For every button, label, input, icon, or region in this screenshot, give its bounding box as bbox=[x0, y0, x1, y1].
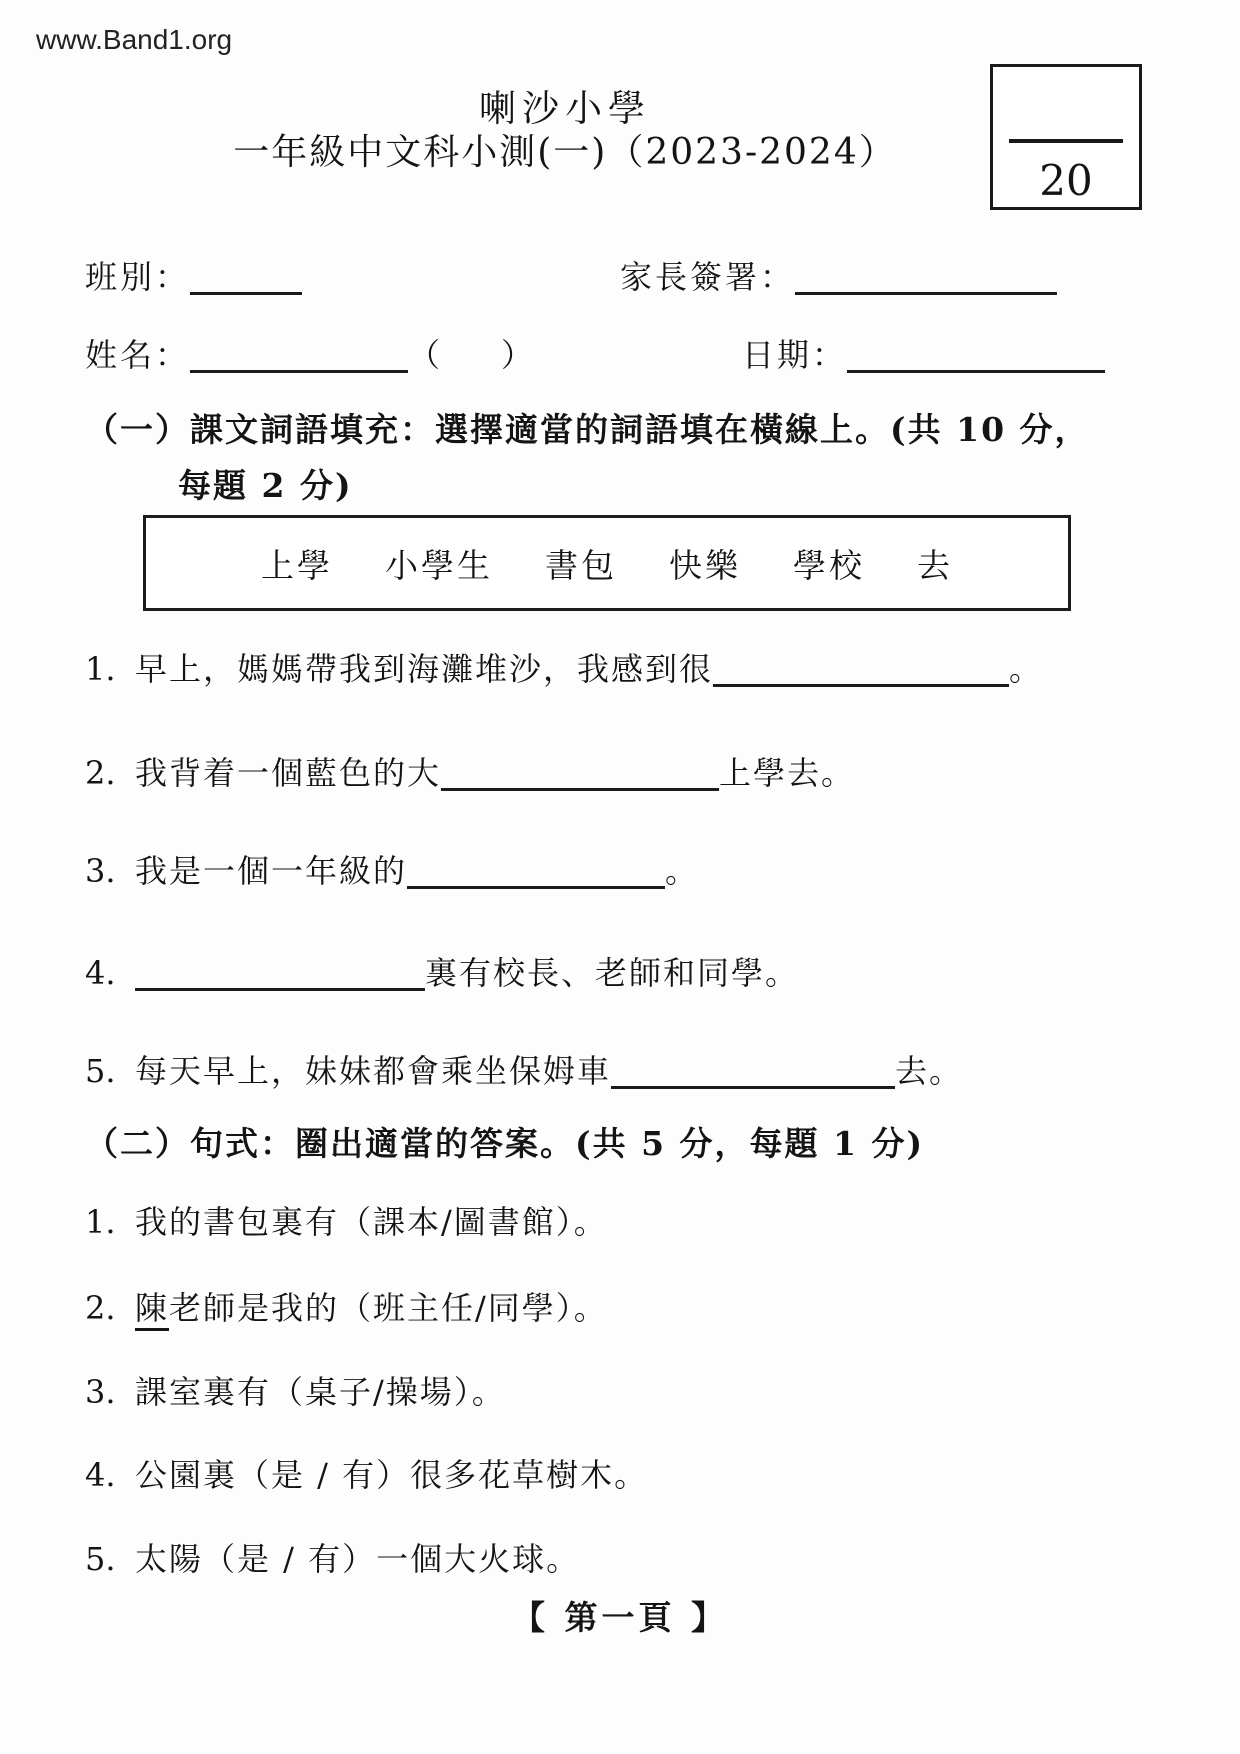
word-bank-item: 書包 bbox=[545, 545, 617, 585]
page-footer-label: 【 第一頁 】 bbox=[512, 1598, 728, 1637]
question-number: 1. bbox=[85, 650, 116, 688]
section-one-heading-line2: 每題 2 分) bbox=[178, 466, 353, 505]
date-label: 日期： bbox=[742, 336, 848, 374]
question-text: 每天早上，妹妹都會乘坐保姆車 bbox=[135, 1052, 612, 1090]
word-bank-item: 小學生 bbox=[385, 545, 493, 585]
name-paren-open: （ bbox=[408, 336, 444, 374]
word-bank-box bbox=[143, 515, 1071, 611]
question-text-after: 。 bbox=[1009, 650, 1044, 688]
parent-signature-label: 家長簽署： bbox=[620, 258, 796, 296]
question-text: 公園裏（是 / 有）很多花草樹木。 bbox=[135, 1456, 649, 1494]
question-text: 課室裏有（桌子/操場）。 bbox=[135, 1373, 506, 1411]
question-text-after: 去。 bbox=[895, 1052, 964, 1090]
date-field bbox=[742, 330, 1105, 376]
question-text-after: 上學去。 bbox=[719, 754, 856, 792]
s1-question-4 bbox=[85, 948, 799, 994]
word-bank-item: 快樂 bbox=[669, 545, 741, 585]
question-text: 老師是我的（班主任/同學）。 bbox=[169, 1289, 608, 1327]
question-text: 早上，媽媽帶我到海灘堆沙，我感到很 bbox=[135, 650, 714, 688]
name-field bbox=[85, 330, 536, 376]
question-number: 4. bbox=[85, 1456, 116, 1494]
s1-question-3 bbox=[85, 846, 699, 892]
s2-question-1 bbox=[85, 1197, 608, 1243]
question-number: 3. bbox=[85, 1373, 116, 1411]
section-two-heading: （二）句式：圈出適當的答案。(共 5 分，每題 1 分) bbox=[85, 1124, 925, 1163]
s2-question-2 bbox=[85, 1283, 608, 1329]
score-box bbox=[990, 64, 1142, 210]
question-number: 1. bbox=[85, 1203, 116, 1241]
question-number: 5. bbox=[85, 1052, 116, 1090]
s1-question-2 bbox=[85, 748, 855, 794]
score-total: 20 bbox=[1039, 156, 1093, 205]
question-text: 我的書包裏有（課本/圖書館）。 bbox=[135, 1203, 608, 1241]
name-paren-close: ） bbox=[501, 336, 537, 374]
question-text: 我是一個一年級的 bbox=[135, 852, 408, 890]
answer-blank-line bbox=[135, 988, 425, 991]
name-label: 姓名： bbox=[85, 336, 191, 374]
answer-blank-line bbox=[713, 684, 1009, 687]
question-number: 2. bbox=[85, 754, 116, 792]
parent-signature-field bbox=[620, 252, 1057, 298]
word-bank-item: 上學 bbox=[261, 545, 333, 585]
s1-question-1 bbox=[85, 644, 1043, 690]
exam-title: 一年級中文科小測(一)（2023-2024） bbox=[233, 132, 897, 173]
question-text-after: 。 bbox=[665, 852, 700, 890]
question-text: 太陽（是 / 有）一個大火球。 bbox=[135, 1540, 581, 1578]
s1-question-5 bbox=[85, 1046, 963, 1092]
answer-blank-line bbox=[611, 1086, 895, 1089]
question-number: 5. bbox=[85, 1540, 116, 1578]
question-text-after: 裏有校長、老師和同學。 bbox=[425, 954, 800, 992]
school-name: 喇沙小學 bbox=[479, 87, 651, 130]
date-blank-line bbox=[847, 370, 1105, 373]
word-bank-item: 去 bbox=[917, 545, 953, 585]
word-bank-item: 學校 bbox=[793, 545, 865, 585]
question-number: 3. bbox=[85, 852, 116, 890]
s2-question-5 bbox=[85, 1534, 580, 1580]
question-number: 4. bbox=[85, 954, 116, 992]
class-label: 班別： bbox=[85, 258, 191, 296]
answer-blank-line bbox=[441, 788, 719, 791]
s2-question-3 bbox=[85, 1367, 506, 1413]
class-blank-line bbox=[190, 292, 302, 295]
parent-signature-blank-line bbox=[795, 292, 1057, 295]
answer-blank-line bbox=[407, 886, 665, 889]
question-text: 我背着一個藍色的大 bbox=[135, 754, 442, 792]
site-watermark: www.Band1.org bbox=[36, 24, 233, 55]
score-blank-line bbox=[1009, 139, 1123, 143]
section-one-heading-line1: （一）課文詞語填充：選擇適當的詞語填在橫線上。(共 10 分， bbox=[85, 410, 1090, 449]
name-blank-line bbox=[190, 370, 408, 373]
class-field bbox=[85, 252, 302, 298]
underlined-term: 陳 bbox=[135, 1289, 169, 1331]
s2-question-4 bbox=[85, 1450, 648, 1496]
question-number: 2. bbox=[85, 1289, 116, 1327]
